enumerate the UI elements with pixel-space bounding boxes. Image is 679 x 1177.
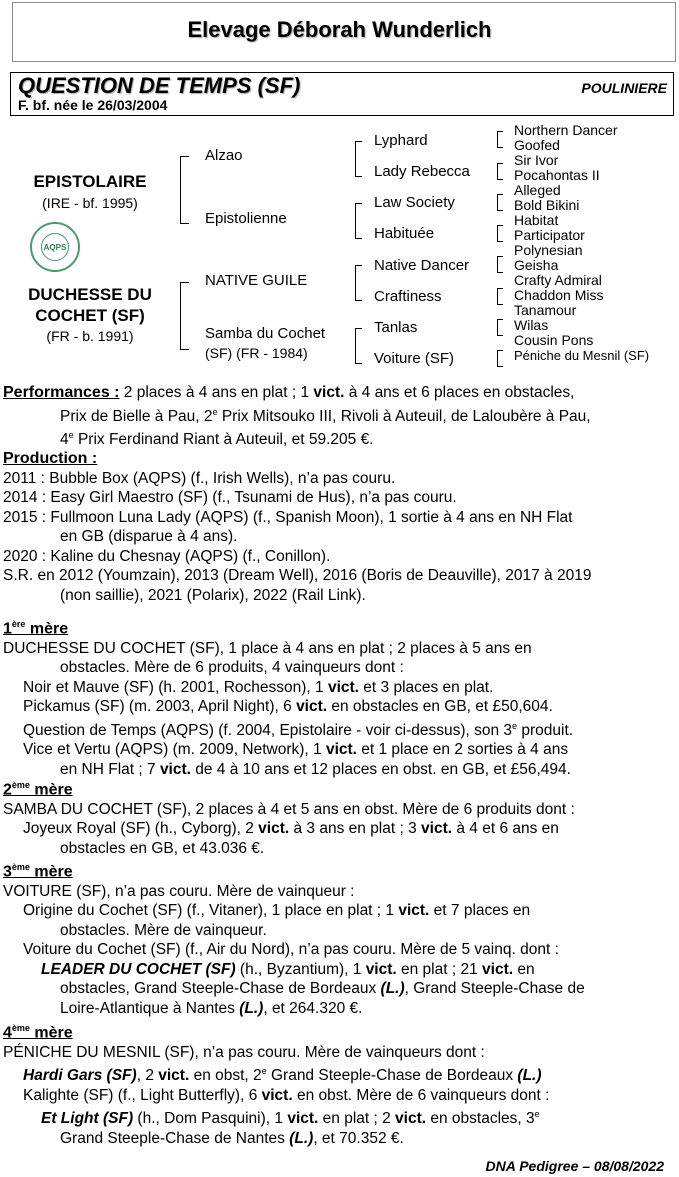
mere4-line: PÉNICHE DU MESNIL (SF), n’a pas couru. Mère de vainqueurs dont : (3, 1043, 485, 1061)
word: mère (25, 620, 69, 638)
vict: vict. (258, 820, 290, 838)
sup: e (512, 720, 518, 731)
text: en NH Flat ; 7 (60, 760, 160, 778)
sup: ème (11, 862, 30, 872)
breeder-title: Elevage Déborah Wunderlich (187, 17, 492, 42)
ped-alzao: Alzao (205, 147, 243, 164)
ped-craftiness: Craftiness (374, 288, 442, 305)
bracket-samba (355, 328, 362, 364)
ped-samba: Samba du Cochet (205, 325, 326, 342)
text: , Grand Steeple-Chase de (404, 980, 585, 998)
production-title: Production : (3, 450, 98, 467)
mere3-line (3, 901, 668, 921)
ped-g4: Habitat (514, 212, 559, 228)
listed: (L.) (380, 980, 405, 998)
ped-g4: Tanamour (514, 302, 577, 318)
text: Kalighte (SF) (f., Light Butterfly), 6 (23, 1086, 262, 1104)
bracket-g3-6 (497, 288, 503, 305)
num: 3 (3, 863, 12, 881)
text: à 4 ans et 6 places en obstacles, (344, 384, 575, 401)
text: en obstacles en GB, et £50,604. (327, 698, 553, 716)
bracket-sire (180, 156, 189, 224)
ped-g4: Alleged (514, 182, 561, 198)
text: Vice et Vertu (AQPS) (m. 2009, Network), 1 (23, 741, 326, 759)
sup: ème (11, 1023, 30, 1033)
mere4-line (3, 1062, 668, 1086)
sup: ère (11, 619, 26, 629)
dam-name-line1: DUCHESSE DU (28, 285, 152, 304)
text: et 7 places en (429, 902, 531, 920)
ped-native-guile: NATIVE GUILE (205, 272, 308, 289)
mere4-line (3, 1086, 668, 1106)
text: à 4 et 6 ans en (452, 820, 559, 838)
text: produit. (517, 721, 574, 739)
mere1-section (3, 615, 668, 779)
mere4-section (3, 1019, 668, 1149)
ped-g4: Geisha (514, 257, 559, 273)
word: mère (29, 781, 73, 799)
listed: (L.) (517, 1067, 542, 1085)
vict: vict. (325, 741, 357, 759)
vict: vict. (159, 760, 191, 778)
production-line: S.R. en 2012 (Youmzain), 2013 (Dream Well), 2016 (Boris de Deauville), 2017 à 2019 (3, 567, 592, 584)
bracket-g3-8 (497, 350, 503, 367)
dam-name-line2: COCHET (SF) (35, 306, 145, 325)
word: mère (29, 1024, 73, 1042)
ped-g4: Sir Ivor (514, 152, 559, 168)
mere4-title (3, 1019, 668, 1043)
gen4-list (514, 123, 649, 363)
bracket-g3-7 (497, 319, 503, 336)
aqps-logo (30, 222, 80, 272)
ped-lyphard: Lyphard (374, 132, 428, 149)
production-section (3, 449, 668, 605)
mere1-line (3, 717, 668, 741)
mere4-line (3, 1105, 668, 1129)
mere2-line: obstacles en GB, et 43.036 €. (60, 839, 265, 857)
production-line: 2020 : Kaline du Chesnay (AQPS) (f., Conillon). (3, 547, 331, 565)
bracket-g3-1 (497, 131, 503, 148)
text: Grand Steeple-Chase de Nantes (60, 1130, 290, 1148)
ped-g4: Northern Dancer (514, 122, 618, 138)
leader-du-cochet: LEADER DU COCHET (SF) (41, 960, 236, 978)
mere2-section (3, 776, 668, 858)
ped-g4: Bold Bikini (514, 197, 580, 213)
sup: ème (11, 780, 30, 790)
mere3-line: obstacles. Mère de vainqueur. (60, 921, 267, 939)
vict: vict. (296, 698, 328, 716)
dam-detail: (FR - b. 1991) (46, 328, 134, 344)
text: , 2 (136, 1067, 159, 1085)
ped-native-dancer: Native Dancer (374, 257, 470, 274)
hardi-gars: Hardi Gars (SF) (23, 1067, 137, 1085)
sup: e (261, 1066, 267, 1077)
sup: e (212, 406, 218, 417)
bracket-g3-2 (497, 163, 503, 180)
ped-g4: Participator (514, 227, 585, 243)
text: en (513, 960, 535, 978)
ped-g4: Chaddon Miss (514, 287, 604, 303)
text: de 4 à 10 ans et 12 places en obst. en GB, et £56,494. (190, 760, 571, 778)
text: en obstacles, 3 (426, 1110, 535, 1128)
performances-section (3, 383, 668, 450)
mere2-title (3, 776, 668, 800)
bracket-epistolienne (355, 203, 362, 239)
text: en plat ; 21 (396, 960, 483, 978)
ped-samba-detail: (SF) (FR - 1984) (205, 345, 308, 361)
sire-detail: (IRE - bf. 1995) (42, 195, 138, 211)
mere3-line: Voiture du Cochet (SF) (f., Air du Nord), n’a pas couru. Mère de 5 vainq. dont : (23, 941, 559, 959)
ped-g4: Cousin Pons (514, 332, 594, 348)
text: Question de Temps (AQPS) (f. 2004, Epistolaire - voir ci-dessus), son 3 (23, 721, 513, 739)
mere3-line (3, 979, 668, 999)
vict: vict. (327, 678, 359, 696)
mere1-line: obstacles. Mère de 6 produits, 4 vainqueurs dont : (60, 659, 404, 677)
footer: DNA Pedigree – 08/08/2022 (485, 1158, 664, 1174)
production-line: en GB (disparue à 4 ans). (60, 528, 238, 545)
mere1-line (3, 697, 668, 717)
text: (h., Dom Pasquini), 1 (133, 1110, 288, 1128)
ped-habituee: Habituée (374, 225, 435, 242)
bracket-native-guile (355, 265, 362, 301)
vict: vict. (158, 1067, 190, 1085)
text: à 3 ans en plat ; 3 (289, 820, 422, 838)
bracket-g3-3 (497, 194, 503, 211)
horse-category: POULINIERE (581, 80, 667, 96)
bracket-g3-5 (497, 256, 503, 273)
num: 4 (3, 1024, 12, 1042)
text: en obst. Mère de 6 vainqueurs dont : (292, 1086, 550, 1104)
text: , et 70.352 €. (313, 1130, 404, 1148)
text: Grand Steeple-Chase de Bordeaux (266, 1067, 518, 1085)
text: Pickamus (SF) (m. 2003, April Night), 6 (23, 698, 297, 716)
ped-lady-rebecca: Lady Rebecca (374, 163, 470, 180)
production-line: 2011 : Bubble Box (AQPS) (f., Irish Wells), n’a pas couru. (3, 469, 396, 487)
ped-epistolienne: Epistolienne (205, 210, 287, 227)
text: 2 places à 4 ans en plat ; 1 (119, 384, 314, 401)
num: 2 (3, 781, 12, 799)
et-light: Et Light (SF) (41, 1110, 134, 1128)
mere3-line (3, 960, 668, 980)
mere1-line: DUCHESSE DU COCHET (SF), 1 place à 4 ans en plat ; 2 places à 5 ans en (3, 639, 532, 657)
sire-name: EPISTOLAIRE (33, 172, 147, 191)
ped-g4: Pocahontas II (514, 167, 600, 183)
text: Prix de Bielle à Pau, 2 (60, 407, 213, 425)
word: mère (29, 863, 73, 881)
production-line: 2015 : Fullmoon Luna Lady (AQPS) (f., Spanish Moon), 1 sortie à 4 ans en NH Flat (3, 508, 573, 526)
text: et 3 places en plat. (358, 678, 494, 696)
sup: e (534, 1109, 540, 1120)
mere2-line: SAMBA DU COCHET (SF), 2 places à 4 et 5 ans en obst. Mère de 6 produits dont : (3, 800, 575, 818)
mere3-section (3, 858, 668, 1018)
vict: vict. (421, 820, 453, 838)
text: Origine du Cochet (SF) (f., Vitaner), 1 place en plat ; 1 (23, 902, 399, 920)
performances-title: Performances : (3, 384, 120, 401)
ped-tanlas: Tanlas (374, 319, 418, 336)
text: et 1 place en 2 sorties à 4 ans (356, 741, 569, 759)
text: Noir et Mauve (SF) (h. 2001, Rochesson), 1 (23, 678, 328, 696)
ped-law-society: Law Society (374, 194, 455, 211)
ped-g4: Polynesian (514, 242, 583, 258)
num: 1 (3, 620, 12, 638)
ped-voiture: Voiture (SF) (374, 350, 455, 367)
text: en plat ; 2 (318, 1110, 396, 1128)
bracket-alzao (355, 141, 362, 177)
horse-subtitle: F. bf. née le 26/03/2004 (18, 97, 168, 113)
sup: e (68, 430, 74, 441)
mere1-line (3, 740, 668, 760)
text: 4 (60, 431, 69, 449)
production-line: (non saillie), 2021 (Polarix), 2022 (Rail Link). (60, 586, 366, 604)
ped-g4: Wilas (514, 317, 549, 333)
vict: vict. (313, 384, 345, 401)
listed: (L.) (289, 1130, 314, 1148)
vict: vict. (398, 902, 430, 920)
listed: (L.) (239, 999, 264, 1017)
text: Prix Ferdinand Riant à Auteuil, et 59.205 €. (73, 431, 374, 449)
mere3-title (3, 858, 668, 882)
text: Joyeux Royal (SF) (h., Cyborg), 2 (23, 820, 259, 838)
mere3-line: VOITURE (SF), n’a pas couru. Mère de vainqueur : (3, 882, 355, 900)
ped-g4: Péniche du Mesnil (SF) (514, 348, 650, 363)
mere3-line (3, 999, 668, 1019)
text: Loire-Atlantique à Nantes (60, 999, 240, 1017)
mere1-title (3, 615, 668, 639)
text: Prix Mitsouko III, Rivoli à Auteuil, de Laloubère à Pau, (217, 407, 591, 425)
vict: vict. (395, 1110, 427, 1128)
vict: vict. (287, 1110, 319, 1128)
text: obstacles, Grand Steeple-Chase de Bordeaux (60, 980, 381, 998)
production-line: 2014 : Easy Girl Maestro (SF) (f., Tsunami de Hus), n’a pas couru. (3, 489, 457, 506)
logo-text: AQPS (41, 233, 69, 261)
mere1-line (3, 678, 668, 698)
ped-g4: Goofed (514, 137, 560, 153)
text: , et 264.320 €. (263, 999, 363, 1017)
vict: vict. (261, 1086, 293, 1104)
horse-name: QUESTION DE TEMPS (SF) (18, 73, 301, 98)
bracket-g3-4 (497, 225, 503, 242)
ped-g4: Crafty Admiral (514, 272, 602, 288)
text: en obst, 2 (189, 1067, 262, 1085)
vict: vict. (482, 960, 514, 978)
mere2-line (3, 819, 668, 839)
bracket-dam (180, 282, 189, 350)
text: (h., Byzantium), 1 (235, 960, 366, 978)
mere4-line (3, 1129, 668, 1149)
vict: vict. (365, 960, 397, 978)
